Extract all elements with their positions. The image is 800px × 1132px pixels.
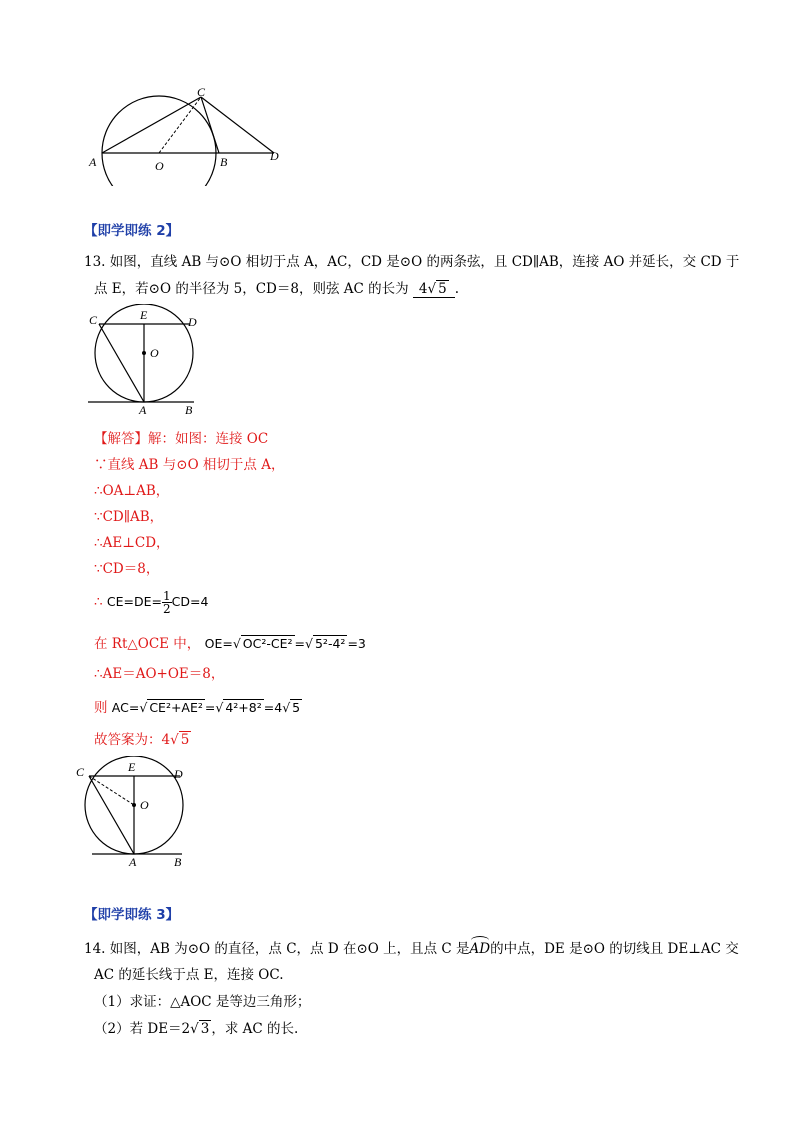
arc-ad: AD [469,941,491,957]
q13-line1 [84,250,739,270]
figure-q13-solution [74,756,194,868]
label-a: A [139,403,147,416]
q13-number: 13. [84,254,106,270]
q13-line2-text: 点 E，若⊙O 的半径为 5，CD＝8，则弦 AC 的长为 [94,281,409,297]
label-c: C [76,765,85,779]
label-e: E [128,760,136,774]
formula-ce-de: CE=DE= [106,594,162,609]
sol13-line3: ∴OA⊥AB， [94,483,170,499]
sol13-line10-prefix: 则 [94,700,108,716]
q13-answer-coef: 4 [418,281,428,297]
q14-part2-post: ，求 AC 的长. [211,1021,299,1037]
label-d: D [270,149,279,163]
sol13-line7-prefix: ∴ [94,594,103,610]
label-o: O [155,159,164,173]
label-a: A [129,855,137,868]
sol13-line8-prefix: 在 Rt△OCE 中， [94,636,201,652]
q14-part1: （1）求证：△AOC 是等边三角形； [94,994,311,1010]
label-b: B [220,155,228,169]
label-c: C [89,313,98,327]
label-d: D [174,767,183,781]
frac-num: 1 [163,589,171,603]
answer-label: 故答案为：4 [94,732,171,748]
result-coef: =4 [263,700,283,715]
sol13-line4: ∵CD∥AB， [94,509,164,525]
label-o: O [140,798,149,812]
q13-text: 如图，直线 AB 与⊙O 相切于点 A，AC，CD 是⊙O 的两条弦，且 CD∥AB，连接 AO 并延长，交 CD 于 [109,254,740,270]
frac-den: 2 [163,602,171,616]
sol13-line2: ∵直线 AB 与⊙O 相切于点 A， [94,457,285,473]
q14-part2: （2）若 DE＝2√ 3 ，求 AC 的长. [94,1021,299,1037]
result-3: =3 [347,636,366,651]
label-e: E [140,308,148,322]
label-a: A [89,155,97,169]
section-title-3: 【即学即练 3】 [84,907,180,923]
radicand-5: 5 [292,700,301,715]
formula-oe: OE= [204,636,233,651]
label-c: C [197,86,206,99]
sol13-line6: ∵CD＝8， [94,561,160,577]
equals-2: = [204,700,216,715]
sol13-line1: 【解答】解：如图：连接 OC [94,431,269,447]
radicand-3: CE²+AE² [149,700,203,715]
radicand-1: OC²-CE² [242,636,293,651]
q14-line1 [84,937,739,957]
sol13-line9: ∴AE＝AO+OE＝8， [94,666,225,682]
radicand-4: 4²+8² [225,700,262,715]
q14-part2-rad: 3 [200,1021,210,1037]
fraction-half [162,590,172,615]
figure-q13 [84,304,204,416]
sol13-line7 [94,590,208,615]
q13-line2 [94,277,459,298]
label-o: O [150,346,159,360]
q13-answer-rad: 5 [438,281,447,297]
formula-cd: CD=4 [171,594,209,609]
label-b: B [185,403,193,416]
sol13-line10: 则 AC=√ CE²+AE² =√ 4²+8² =4√ 5 [94,700,301,716]
label-b: B [174,855,182,868]
q13-period: . [454,281,459,297]
formula-ac: AC= [111,700,140,715]
sol13-line8: 在 Rt△OCE 中， OE=√ OC²-CE² =√ 5²-4² =3 [94,636,366,652]
label-d: D [188,315,197,329]
equals-1: = [294,636,306,651]
q13-answer-blank: 4√ 5 [413,281,455,298]
section-title-2: 【即学即练 2】 [84,223,180,239]
q14-number: 14. [84,941,106,957]
q14-line2: AC 的延长线于点 E，连接 OC. [94,967,284,983]
q14-part2-pre: （2）若 DE＝2 [94,1021,191,1037]
sol13-line11: 故答案为：4√ 5 [94,732,190,748]
radicand-2: 5²-4² [314,636,346,651]
q14-text-b: 的中点，DE 是⊙O 的切线且 DE⊥AC 交 [490,941,739,957]
q14-text-a: 如图，AB 为⊙O 的直径，点 C，点 D 在⊙O 上，且点 C 是 [109,941,470,957]
figure-circle-tangent [84,86,284,186]
answer-rad: 5 [180,732,190,748]
sol13-line5: ∴AE⊥CD， [94,535,170,551]
